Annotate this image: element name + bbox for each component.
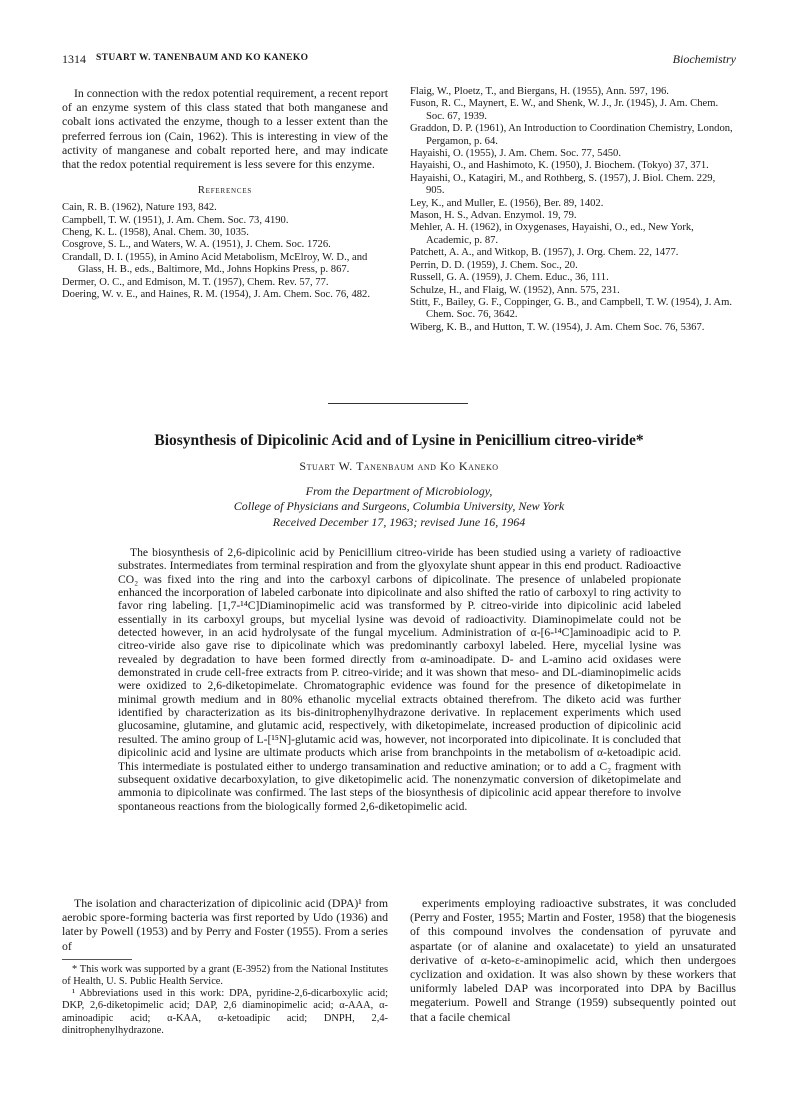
page-number: 1314 <box>62 52 86 66</box>
affiliation-institution: College of Physicians and Surgeons, Columbia University, New York <box>233 499 565 513</box>
reference-item: Patchett, A. A., and Witkop, B. (1957), J. Org. Chem. 22, 1477. <box>410 247 679 259</box>
top-right-column <box>410 86 736 334</box>
reference-item: Hayaishi, O. (1955), J. Am. Chem. Soc. 77, 5450. <box>410 148 621 160</box>
article-title: Biosynthesis of Dipicolinic Acid and of Lysine in Penicillium citreo-viride* <box>154 432 644 449</box>
running-head-authors: STUART W. TANENBAUM AND KO KANEKO <box>96 53 309 63</box>
intro-paragraph: The isolation and characterization of dipicolinic acid (DPA)¹ from aerobic spore-forming bacteria was first reported by Udo (1936) and later by Powell (1953) and by Perry and Foster (1955). From a series of <box>62 896 388 953</box>
reference-item: Ley, K., and Muller, E. (1956), Ber. 89, 1402. <box>410 197 604 209</box>
references-list-left <box>62 202 388 301</box>
reference-item: Dermer, O. C., and Edmison, M. T. (1957), Chem. Rev. 57, 77. <box>62 276 329 288</box>
abstract: The biosynthesis of 2,6-dipicolinic acid by Penicillium citreo-viride has been studied using a variety of radioactive substrates. Intermediates from terminal respiration and from the glyoxylate shunt appear in this end product. Radioactive CO₂ was fixed into the ring and into the carboxyl carbons of dipicolinate. The presence of unlabeled propionate enhanced the incorporation of labeled carbonate into dipicolinate and also shifted the ratio of carboxyl to ring activity to favor ring labeling. [1,7-¹⁴C]Diaminopimelic acid was transformed by P. citreo-viride into dipicolinic acid labeled essentially in its carboxyl groups, but mycelial lysine was devoid of radioactivity. Diaminopimelate could not be detected however, in an acid hydrolysate of the fungal mycelium. Administration of α-[6-¹⁴C]aminoadipic acid to P. citreo-viride also gave rise to dipicolinate which was predominantly carboxyl labeled. Here, mycelial lysine was revealed by degradation to have been formed directly from α-aminoadipate. D- and L-amino acid oxidases were demonstrated in crude cell-free extracts from P. citreo-viride; and it was shown that meso- and DL-diaminopimelic acids were oxidized to 2,6-diketopimelate. Chromatographic evidence was found for the presence of diketopimelate in minimal growth medium and in 80% ethanolic mycelial extracts obtained therefrom. The diketo acid was further identified by characterization as its bis-dinitrophenylhydrazone derivative. In replacement experiments which used glucosamine, glutamine, and glutamic acid, respectively, with diketopimelate, increased production of dipicolinic acid resulted. The amino group of L-[¹⁵N]-glutamic acid was, however, not incorporated into dipicolinate. It is concluded that dipicolinic acid and lysine are ultimate products which arise from branchpoints in the metabolism of α-ketoadipic acid. This intermediate is postulated either to undergo transamination and reductive amination; or to add a C₂ fragment with subsequent oxidative decarboxylation, to give diketopimelic acid. The nonenzymatic conversion of diketopimelate and ammonia to dipicolinate was confirmed. The last steps of the biosynthesis of dipicolinic acid appear therefore to involve spontaneous reactions from the biologically formed 2,6-diketopimelic acid. <box>118 546 681 813</box>
reference-item: Crandall, D. I. (1955), in Amino Acid Metabolism, McElroy, W. D., and Glass, H. B., eds., Baltimore, Md., Johns Hopkins Press, p. 867. <box>62 251 368 276</box>
reference-item: Perrin, D. D. (1959), J. Chem. Soc., 20. <box>410 259 578 271</box>
reference-item: Russell, G. A. (1959), J. Chem. Educ., 36, 111. <box>410 272 609 284</box>
references-list-right <box>410 86 736 334</box>
journal-name: Biochemistry <box>672 52 736 66</box>
affiliation-department: From the Department of Microbiology, <box>305 484 493 498</box>
reference-item: Cosgrove, S. L., and Waters, W. A. (1951), J. Chem. Soc. 1726. <box>62 239 331 251</box>
body-left-column <box>62 896 388 1037</box>
top-left-column <box>62 86 388 301</box>
reference-item: Flaig, W., Ploetz, T., and Biergans, H. (1955), Ann. 597, 196. <box>410 86 669 97</box>
references-heading: References <box>197 185 253 197</box>
reference-item: Hayaishi, O., Katagiri, M., and Rothberg, S. (1957), J. Biol. Chem. 229, 905. <box>410 172 716 197</box>
reference-item: Schulze, H., and Flaig, W. (1952), Ann. 575, 231. <box>410 284 620 296</box>
received-dates: Received December 17, 1963; revised June 16, 1964 <box>272 515 526 529</box>
reference-item: Graddon, D. P. (1961), An Introduction to Coordination Chemistry, London, Pergamon, p. 64. <box>410 123 733 147</box>
reference-item: Mehler, A. H. (1962), in Oxygenases, Hayaishi, O., ed., New York, Academic, p. 87. <box>410 222 694 246</box>
footnote-abbreviations: ¹ Abbreviations used in this work: DPA, pyridine-2,6-dicarboxylic acid; DKP, 2,6-diketopimelic acid; DAP, 2,6 diaminopimelic acid; α-AAA, α-aminoadipic acid; α-KAA, α-ketoadipic acid; DNPH, 2,4-dinitrophenylhydrazone. <box>62 988 388 1036</box>
article-authors: Stuart W. Tanenbaum and Ko Kaneko <box>299 459 499 473</box>
reference-item: Cain, R. B. (1962), Nature 193, 842. <box>62 202 217 214</box>
intro-paragraph-continued: experiments employing radioactive substrates, it was concluded (Perry and Foster, 1955; Martin and Foster, 1958) that the biogenesis of this compound involves the condensation of pyruvate and aspartate (or of alanine and oxalacetate) to yield an unsaturated derivative of α-keto-ε-aminopimelic acid, which then undergoes cyclization and oxidation. It was also shown by these workers that uniformly labeled DAP was incorporated into DPA by Bacillus megaterium. Powell and Strange (1959) subsequently pointed out that a facile chemical <box>410 896 736 1024</box>
footnote-grant: * This work was supported by a grant (E-3952) from the National Institutes of Health, U. S. Public Health Service. <box>62 963 388 988</box>
running-head <box>62 52 736 68</box>
reference-item: Mason, H. S., Advan. Enzymol. 19, 79. <box>410 210 577 222</box>
reference-item: Stitt, F., Bailey, G. F., Coppinger, G. B., and Campbell, T. W. (1954), J. Am. Chem. Soc. 76, 3642. <box>410 296 732 321</box>
reference-item: Wiberg, K. B., and Hutton, T. W. (1954), J. Am. Chem Soc. 76, 5367. <box>410 321 705 333</box>
reference-item: Cheng, K. L. (1958), Anal. Chem. 30, 1035. <box>62 227 249 239</box>
redox-paragraph: In connection with the redox potential requirement, a recent report of an enzyme system of this class stated that both manganese and cobalt ions activated the enzyme, though to a lesser extent than the preferred ferrous ion (Cain, 1962). This is interesting in view of the activity of manganese and cobalt reported here, and may indicate that the redox potential requirement is less severe for this enzyme. <box>62 86 388 172</box>
reference-item: Hayaishi, O., and Hashimoto, K. (1950), J. Biochem. (Tokyo) 37, 371. <box>410 160 709 172</box>
footnote-rule <box>62 959 132 960</box>
reference-item: Fuson, R. C., Maynert, E. W., and Shenk, W. J., Jr. (1945), J. Am. Chem. Soc. 67, 1939. <box>410 98 719 122</box>
reference-item: Doering, W. v. E., and Haines, R. M. (1954), J. Am. Chem. Soc. 76, 482. <box>62 289 370 301</box>
section-divider <box>328 403 468 404</box>
body-right-column <box>410 896 736 1024</box>
reference-item: Campbell, T. W. (1951), J. Am. Chem. Soc. 73, 4190. <box>62 214 289 226</box>
